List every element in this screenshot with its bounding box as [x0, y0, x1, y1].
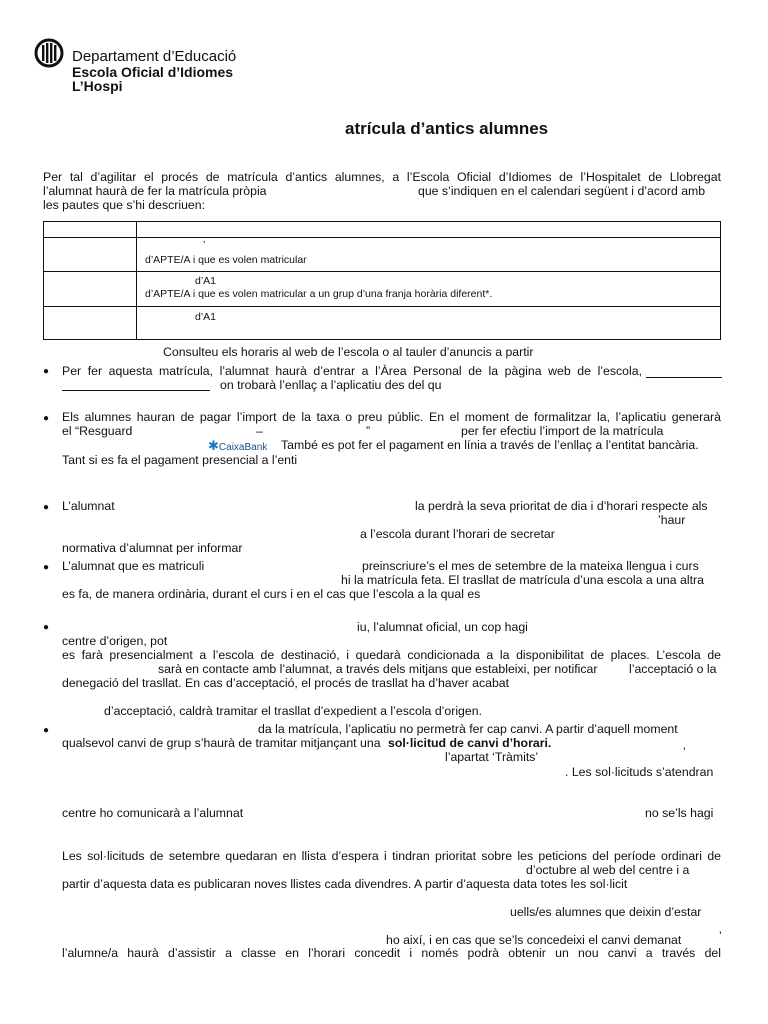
table-row-1-text: d’APTE/A i que es volen matricular	[145, 254, 307, 266]
bullet-6-line-2a: qualsevol canvi de grup s’haurà de tramitar mitjançant una	[62, 736, 381, 750]
bullet-3-line-1a: L’alumnat	[62, 499, 115, 513]
page-title: atrícula d’antics alumnes	[345, 119, 549, 138]
bullet-5-line-6: d’acceptació, caldrà tramitar el trasllat d’expedient a l’escola d’origen.	[104, 704, 482, 718]
intro-line-1: Per tal d’agilitar el procés de matrícula d’antics alumnes, a l’Escola Oficial d’Idiomes de l’Hospitalet de Llobregat	[43, 170, 721, 184]
bullet-2-line-2c: ”	[366, 424, 371, 438]
table-cell	[44, 307, 137, 340]
bullet-2-line-2b: –	[256, 424, 263, 438]
bullet-6-line-3a: l’apartat ‘Tràmits’	[445, 750, 539, 764]
bullet-6-line-4: . Les sol·licituds s’atendran	[565, 765, 714, 779]
table-row-2-text: d’APTE/A i que es volen matricular a un grup d’una franja horària diferent*.	[145, 288, 493, 300]
bullet-3-line-2: ’haur	[658, 513, 686, 527]
table-row-2-level: d’A1	[195, 275, 217, 287]
bullet-5-line-4a: sarà en contacte amb l’alumnat, a través dels mitjans que estableixi, per notificar	[158, 662, 598, 676]
bullet-5-line-1: iu, l’alumnat oficial, un cop hagi	[357, 620, 528, 634]
table-cell	[137, 238, 721, 272]
school-location: L’Hospi	[72, 78, 123, 94]
intro-line-2a: l’alumnat haurà de fer la matrícula pròpia	[43, 184, 267, 198]
bullet-1-line-1: Per fer aquesta matrícula, l’alumnat haurà d’entrar a l’Àrea Personal de la pàgina web de l’escola,	[62, 364, 642, 378]
bullet-5-line-4b: l’acceptació o la	[629, 662, 717, 676]
bullet-6-line-1: da la matrícula, l’aplicatiu no permetrà fer cap canvi. A partir d’aquell moment	[258, 722, 678, 736]
bullet-3-line-1b: la perdrà la seva prioritat de dia i d’horari respecte als	[415, 499, 708, 513]
intro-line-2b: que s’indiquen en el calendari següent i d’acord amb	[418, 184, 706, 198]
bullet-4-line-2: hi la matrícula feta. El trasllat de matrícula d’una escola a una altra	[341, 573, 704, 587]
bullet-2-line-3: També es pot fer el pagament en línia a través de l’enllaç a l’entitat bancària.	[281, 438, 699, 452]
generalitat-logo-icon	[34, 38, 64, 68]
bullet-3-line-3: a l’escola durant l’horari de secretar	[360, 527, 555, 541]
department-name: Departament d’Educació	[72, 48, 237, 65]
para-2-line-3: partir d’aquesta data es publicaran noves llistes cada divendres. A partir d’aquesta data totes les sol·licit	[62, 877, 628, 891]
consult-schedules: Consulteu els horaris al web de l’escola o al tauler d’anuncis a partir	[163, 345, 534, 359]
table-cell	[137, 222, 721, 238]
para-2-line-5b: ’	[719, 929, 722, 943]
bullet-6-line-2b: sol·licitud de canvi d’horari.	[388, 736, 552, 750]
school-name: Escola Oficial d’Idiomes	[72, 64, 234, 80]
table-cell	[137, 307, 721, 340]
table-cell	[44, 272, 137, 307]
bullet-6-line-5b: no se’ls hagi	[645, 806, 714, 820]
caixabank-logo: ✱CaixaBank	[208, 438, 268, 453]
bullet-4-line-1b: preinscriure’s el mes de setembre de la mateixa llengua i curs	[362, 559, 699, 573]
para-2-line-6: l’alumne/a haurà d’assistir a classe en l’horari concedit i només podrà obtenir un nou canvi a través del	[62, 946, 721, 960]
underline-blank	[646, 377, 722, 378]
intro-line-3: les pautes que s’hi descriuen:	[43, 198, 206, 212]
bullet-2-line-2a: el “Resguard	[62, 424, 133, 438]
para-2-line-5a: ho així, i en cas que se’ls concedeixi el canvi demanat	[386, 933, 682, 947]
bullet-5-line-2: centre d’origen, pot	[62, 634, 168, 648]
bullet-6-line-3b: ’	[683, 745, 686, 759]
bullet-2-line-4: Tant si es fa el pagament presencial a l’enti	[62, 453, 298, 467]
para-2-line-4: uells/es alumnes que deixin d’estar	[510, 905, 702, 919]
para-2-line-1: Les sol·licituds de setembre quedaran en llista d’espera i tindran prioritat sobre les peticions del període ordinari de	[62, 849, 721, 863]
bullet-4-line-3: es fa, de manera ordinària, durant el curs i en el cas que l’escola a la qual es	[62, 587, 481, 601]
calendar-table	[43, 221, 721, 340]
bullet-5-line-3: es farà presencialment a l’escola de destinació, i quedarà condicionada a la disponibilitat de places. L’escola de	[62, 648, 721, 662]
table-cell	[44, 238, 137, 272]
table-cell	[44, 222, 137, 238]
bullet-5-line-5: denegació del trasllat. En cas d’acceptació, el procés de trasllat ha d’haver acabat	[62, 676, 510, 690]
underline-blank	[62, 390, 210, 391]
table-row-3-level: d’A1	[195, 311, 217, 323]
bullet-3-line-4: normativa d’alumnat per informar	[62, 541, 243, 555]
table-row-1-mark: ’	[203, 239, 206, 251]
bullet-2-line-2d: per fer efectiu l’import de la matrícula	[461, 424, 664, 438]
bullet-4-line-1a: L’alumnat que es matriculi	[62, 559, 205, 573]
bullet-6-line-5a: centre ho comunicarà a l’alumnat	[62, 806, 244, 820]
caixabank-star-icon: ✱	[208, 438, 219, 453]
bullet-1-line-2: on trobarà l’enllaç a l’aplicatiu des del qu	[220, 378, 442, 392]
table-cell	[137, 272, 721, 307]
para-2-line-2: d’octubre al web del centre i a	[526, 863, 690, 877]
bullet-2-line-1: Els alumnes hauran de pagar l’import de la taxa o preu públic. En el moment de formalitzar la, l’aplicatiu generarà	[62, 410, 721, 424]
